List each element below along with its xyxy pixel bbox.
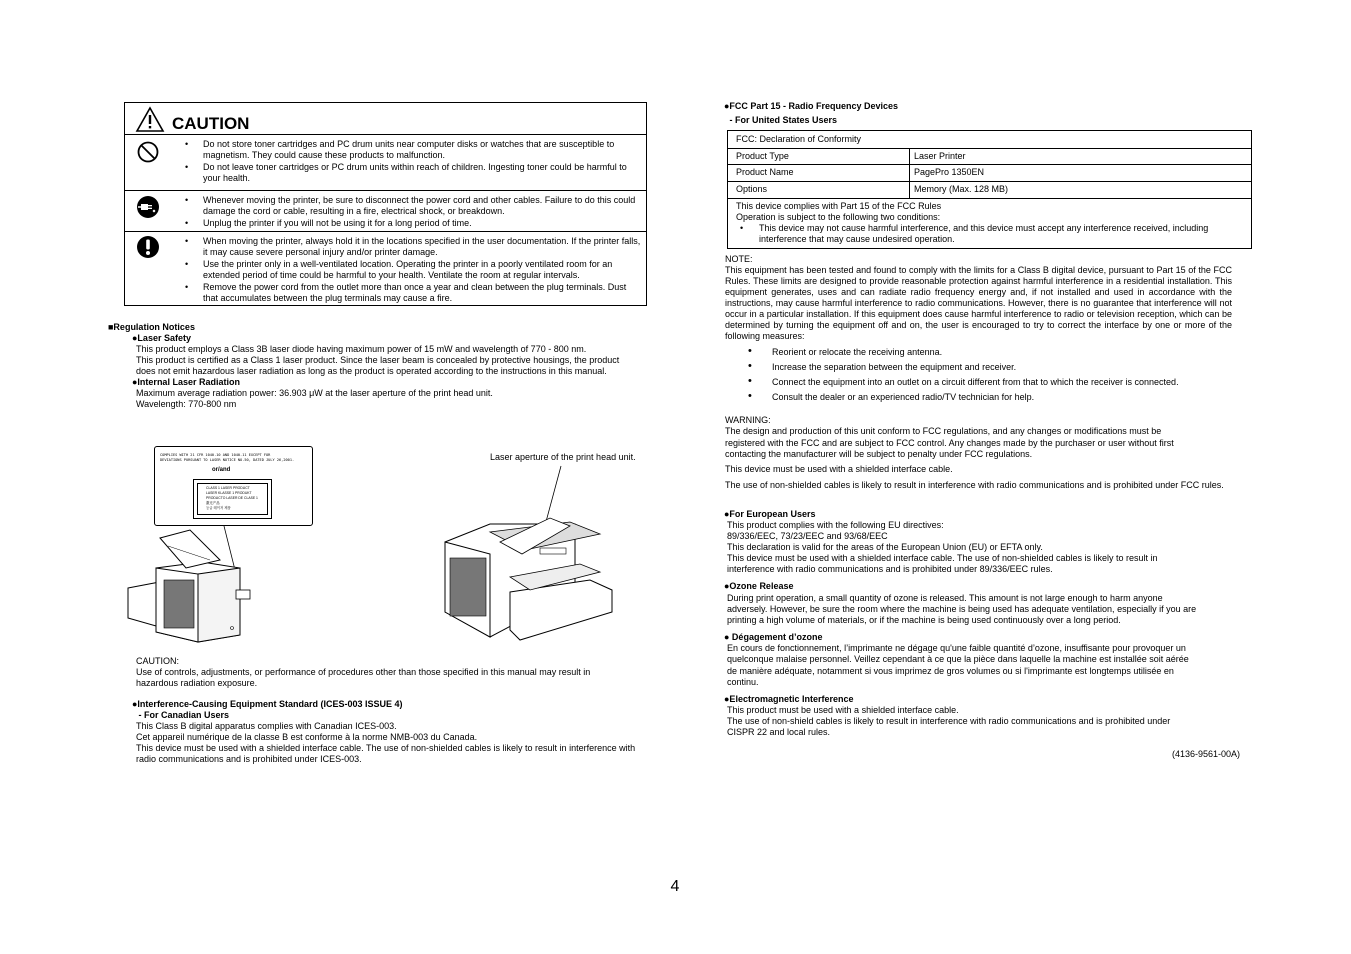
caution-section-handling [125, 232, 646, 305]
text-line: PRODUCTO LASER DE CLASE 1 [206, 496, 258, 500]
list-item: • Whenever moving the printer, be sure to disconnect the power cord and other cables. Failure to do this could damage the cord or cable, resulting in a fire, electrical shock, or breakdown. [183, 195, 643, 217]
list-item: • Unplug the printer if you will not be using it for a long period of time. [183, 218, 643, 229]
text-line: This product complies with the following EU directives: [727, 520, 944, 530]
text-line: During print operation, a small quantity of ozone is released. This amount is not large enough to harm anyone [727, 593, 1163, 603]
ices-heading: ●Interference-Causing Equipment Standard (ICES-003 ISSUE 4) [132, 699, 403, 709]
list-item: • When moving the printer, always hold it in the locations specified in the user documentation. If the printer falls, it may cause severe personal injury and/or printer damage. [183, 236, 643, 258]
caution-note-heading: CAUTION: [136, 656, 180, 666]
ozone-heading: ●Ozone Release [724, 581, 794, 591]
document-code: (4136-9561-00A) [1171, 749, 1240, 759]
ozone-text [727, 593, 1237, 626]
emi-text [727, 705, 1237, 738]
degagement-text [727, 643, 1237, 689]
list-item: • Do not leave toner cartridges or PC drum units within reach of children. Ingesting toner could be harmful to your health. [183, 162, 643, 184]
prohibited-icon [136, 140, 160, 164]
text-line: radio communications and is prohibited under ICES-003. [136, 754, 362, 764]
fcc-measures-list [725, 347, 1245, 407]
or-and-label: or/and [212, 467, 231, 473]
fcc-note-heading: NOTE: [725, 254, 753, 264]
text-line: 激光产品 [206, 501, 220, 505]
text-line: quelconque malaise personnel. Veillez cependant à ce que la pièce dans laquelle la machine est installée soit aérée [727, 654, 1189, 665]
list-item: • Consult the dealer or an experienced radio/TV technician for help. [725, 392, 1245, 407]
table-cell: Options [736, 184, 768, 194]
compliance-text [160, 453, 294, 463]
caution-list [183, 139, 643, 185]
text-line: 등급 레이저 제품 [206, 506, 231, 510]
text-line: interference with radio communications and is prohibited under 89/336/EEC rules. [727, 564, 1053, 574]
exclamation-icon [136, 235, 160, 259]
bullet: • [740, 223, 744, 233]
eu-heading: ●For European Users [724, 509, 816, 519]
fcc-nonshielded-text: The use of non-shielded cables is likely to result in interference with radio communications and is prohibited under FCC rules. [725, 480, 1224, 490]
warning-triangle-icon [135, 106, 165, 133]
printer-right-illustration [440, 462, 615, 647]
caution-section-moving [125, 191, 646, 232]
caution-note-text [136, 667, 676, 689]
class-label-outer [193, 479, 272, 519]
text-line: DEVIATIONS PURSUANT TO LASER NOTICE NO.50, DATED JULY 26,2001. [160, 458, 295, 462]
text-line: This device complies with Part 15 of the FCC Rules [736, 201, 942, 211]
fcc-warning-text [725, 426, 1235, 461]
list-item: • Connect the equipment into an outlet on a circuit different from that to which the receiver is connected. [725, 377, 1245, 392]
text-line: Wavelength: 770-800 nm [136, 399, 237, 409]
degagement-heading: ● Dégagement d’ozone [724, 632, 823, 642]
text-line: CISPR 22 and local rules. [727, 727, 831, 737]
text-line: This product must be used with a shielded interface cable. [727, 705, 959, 715]
text-line: registered with the FCC and are subject to FCC control. Any changes made by the purchaser or user without first [725, 437, 1174, 448]
text-line: Maximum average radiation power: 36.903 μW at the laser aperture of the print head unit. [136, 388, 493, 398]
list-item: • Reorient or relocate the receiving antenna. [725, 347, 1245, 362]
text-line: COMPLIES WITH 21 CFR 1040.10 AND 1040.11 EXCEPT FOR [160, 453, 271, 457]
printer-left-illustration [120, 520, 270, 648]
caution-title: CAUTION [172, 114, 250, 133]
emi-heading: ●Electromagnetic Interference [724, 694, 854, 704]
text-line: 89/336/EEC, 73/23/EEC and 93/68/EEC [727, 531, 888, 541]
table-cell: Laser Printer [914, 151, 966, 161]
unplug-icon [136, 195, 160, 219]
text-line: Use of controls, adjustments, or performance of procedures other than those specified in this manual may result in [136, 667, 591, 677]
text-line: printing a high volume of materials, or if the machine is being used continuously over a long period. [727, 615, 1121, 625]
text-line: This device must be used with a shielded interface cable. The use of non-shielded cables is likely to result in interference with [136, 743, 636, 753]
page-number: 4 [670, 878, 680, 895]
text-line: This device must be used with a shielded interface cable. The use of non-shielded cables is likely to result in [727, 553, 1158, 563]
text-line: This product employs a Class 3B laser diode having maximum power of 15 mW and wavelength of 770 - 800 nm. [136, 344, 587, 354]
compliance-label [154, 446, 313, 526]
aperture-caption: Laser aperture of the print head unit. [490, 452, 636, 462]
internal-laser-heading: ●Internal Laser Radiation [132, 377, 240, 387]
laser-safety-heading: ●Laser Safety [132, 333, 191, 343]
list-item: • Do not store toner cartridges and PC drum units near computer disks or watches that are susceptible to magnetism. They could cause these products to malfunction. [183, 139, 643, 161]
caution-list [183, 236, 643, 305]
table-cell: PagePro 1350EN [914, 167, 985, 177]
table-footer [736, 201, 1241, 245]
table-divider [909, 148, 910, 198]
fcc-heading: ●FCC Part 15 - Radio Frequency Devices [724, 101, 898, 111]
text-line: This product is certified as a Class 1 laser product. Since the laser beam is concealed by protective housings, the product [136, 355, 620, 365]
laser-safety-text [136, 344, 676, 377]
text-line: This device may not cause harmful interference, and this device must accept any interference received, including interference that may cause undesired operation. [759, 223, 1209, 244]
caution-box [124, 102, 647, 306]
caution-section-storage [125, 135, 646, 191]
internal-laser-text [136, 388, 676, 410]
caution-list [183, 195, 643, 230]
table-cell: Memory (Max. 128 MB) [914, 184, 1009, 194]
list-item [736, 223, 1241, 245]
fcc-note-text: This equipment has been tested and found to comply with the limits for a Class B digital device, pursuant to Part 15 of the FCC Rules. These limits are designed to provide reasonable protection against harmful interference in a residential installation. This equipment generates, uses and can radiate radio frequency energy and, if not installed and used in accordance with the instructions, may cause harmful interference to radio communications. However, there is no guarantee that interference will not occur in a particular installation. If this equipment does cause harmful interference to radio or television reception, which can be determined by turning the equipment off and on, the user is encouraged to try to correct the interface by one or more of the following measures: [725, 265, 1232, 341]
text-line: does not emit hazardous laser radiation as long as the product is operated according to the instructions in this manual. [136, 366, 607, 376]
text-line: Cet appareil numérique de la classe B est conforme à la norme NMB-003 du Canada. [136, 732, 478, 742]
table-row [728, 131, 1251, 149]
table-cell: Product Name [736, 167, 794, 177]
fcc-warning-heading: WARNING: [725, 415, 771, 425]
fcc-shielded-text: This device must be used with a shielded interface cable. [725, 464, 953, 474]
list-item: • Use the printer only in a well-ventilated location. Operating the printer in a poorly ventilated room for an extended period of time could be harmful to your health. Ventilate the room at regular intervals. [183, 259, 643, 281]
text-line: CLASS 1 LASER PRODUCT [206, 486, 250, 490]
caution-header [125, 103, 646, 135]
list-item: • Remove the power cord from the outlet more than once a year and clean between the plug terminals. Dust that accumulates between the plug terminals may cause a fire. [183, 282, 643, 304]
text-line: de manière adéquate, notamment si vous imprimez de gros volumes ou si l'imprimante est longtemps utilisée en [727, 665, 1174, 676]
text-line: The use of non-shield cables is likely to result in interference with radio communications and is prohibited under [727, 716, 1171, 726]
text-line: Operation is subject to the following two conditions: [736, 212, 941, 222]
text-line: adversely. However, be sure the room where the machine is being used has adequate ventilation, especially if you are [727, 604, 1197, 614]
text-line: En cours de fonctionnement, l’imprimante ne dégage qu'une faible quantité d’ozone, insuffisante pour provoquer un [727, 643, 1186, 653]
text-line: hazardous radiation exposure. [136, 678, 258, 688]
table-title: FCC: Declaration of Conformity [736, 134, 862, 144]
list-item: • Increase the separation between the equipment and receiver. [725, 362, 1245, 377]
ices-text [136, 721, 681, 765]
class-label [197, 483, 268, 515]
text-line: LASER KLASSE 1 PRODUKT [206, 491, 252, 495]
table-row [728, 181, 1251, 199]
text-line: This declaration is valid for the areas of the European Union (EU) or EFTA only. [727, 542, 1043, 552]
ices-subheading: - For Canadian Users [136, 710, 230, 720]
text-line: This Class B digital apparatus complies with Canadian ICES-003. [136, 721, 397, 731]
table-row [728, 148, 1251, 165]
text-line: The design and production of this unit conform to FCC regulations, and any changes or modifications must be [725, 426, 1162, 436]
fcc-conformity-table [727, 130, 1252, 249]
table-row [728, 164, 1251, 182]
eu-text [727, 520, 1237, 575]
fcc-subheading: - For United States Users [727, 115, 838, 125]
text-line: continu. [727, 677, 759, 688]
regulation-heading: ■Regulation Notices [108, 322, 195, 332]
table-cell: Product Type [736, 151, 789, 161]
text-line: contacting the manufacturer will be subject to penalty under FCC regulations. [725, 449, 1033, 459]
